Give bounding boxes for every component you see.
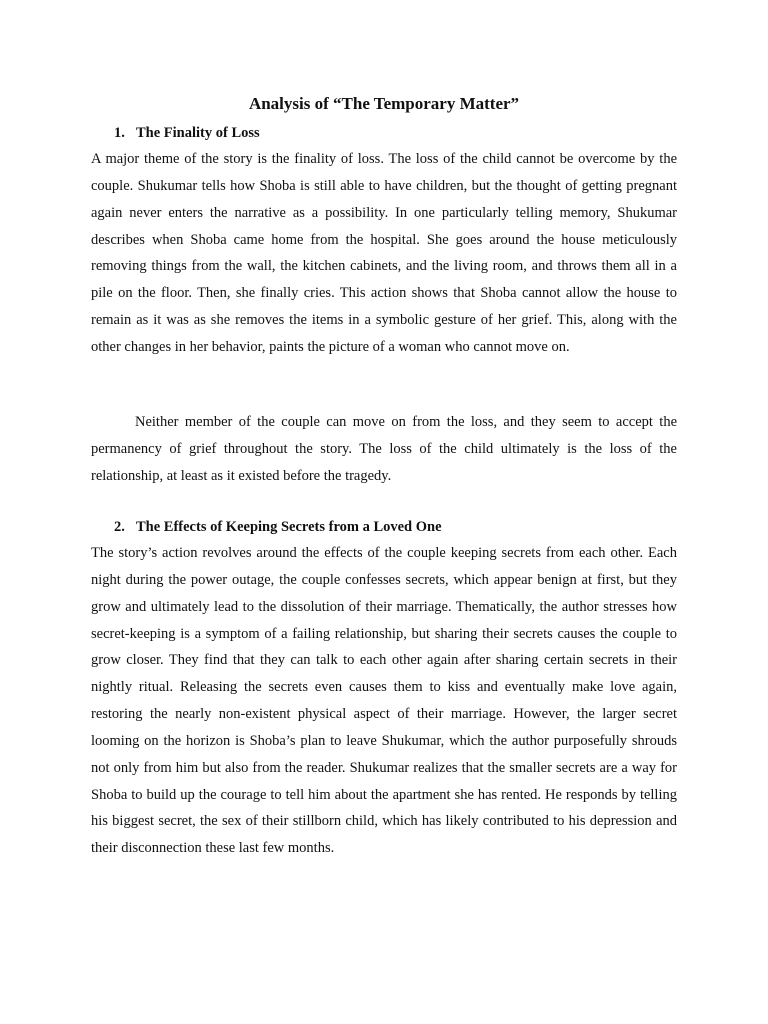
section-heading-text: The Effects of Keeping Secrets from a Loved One	[136, 519, 442, 535]
document-title: Analysis of “The Temporary Matter”	[248, 94, 520, 113]
section-number: 2.	[114, 519, 125, 535]
section-number: 1.	[114, 125, 125, 141]
paragraph-keeping-secrets-1: The story’s action revolves around the effects of the couple keeping secrets from each other. Each night during the power outage, the couple confesses secrets, which appear benign at first, but they grow and ultimately lead to the dissolution of their marriage. Thematically, the author stresses how secret-keeping is a symptom of a failing relationship, but sharing their secrets causes the couple to grow closer. They find that they can talk to each other again after sharing certain secrets in their nightly ritual. Releasing the secrets even causes them to kiss and eventually make love again, restoring the nearly non-existent physical aspect of their marriage. However, the larger secret looming on the horizon is Shoba’s plan to leave Shukumar, which the author purposefully shrouds not only from him but also from the reader. Shukumar realizes that the smaller secrets are a way for Shoba to build up the courage to tell him about the apartment she has rented. He responds by telling his biggest secret, the sex of their stillborn child, which has likely contributed to his depression and their disconnection these last few months.	[91, 545, 677, 857]
section-heading-keeping-secrets	[114, 517, 442, 537]
section-heading-text: The Finality of Loss	[136, 125, 260, 141]
section-heading-finality-of-loss	[114, 123, 260, 143]
paragraph-finality-of-loss-2: Neither member of the couple can move on from the loss, and they seem to accept the permanency of grief throughout the story. The loss of the child ultimately is the loss of the relationship, at least as it existed before the tragedy.	[91, 414, 677, 484]
paragraph-finality-of-loss-1: A major theme of the story is the finality of loss. The loss of the child cannot be overcome by the couple. Shukumar tells how Shoba is still able to have children, but the thought of getting pregnant again never enters the narrative as a possibility. In one particularly telling memory, Shukumar describes when Shoba came home from the hospital. She goes around the house meticulously removing things from the wall, the kitchen cabinets, and the living room, and throws them all in a pile on the floor. Then, she finally cries. This action shows that Shoba cannot allow the house to remain as it was as she removes the items in a symbolic gesture of her grief. This, along with the other changes in her behavior, paints the picture of a woman who cannot move on.	[91, 151, 677, 355]
